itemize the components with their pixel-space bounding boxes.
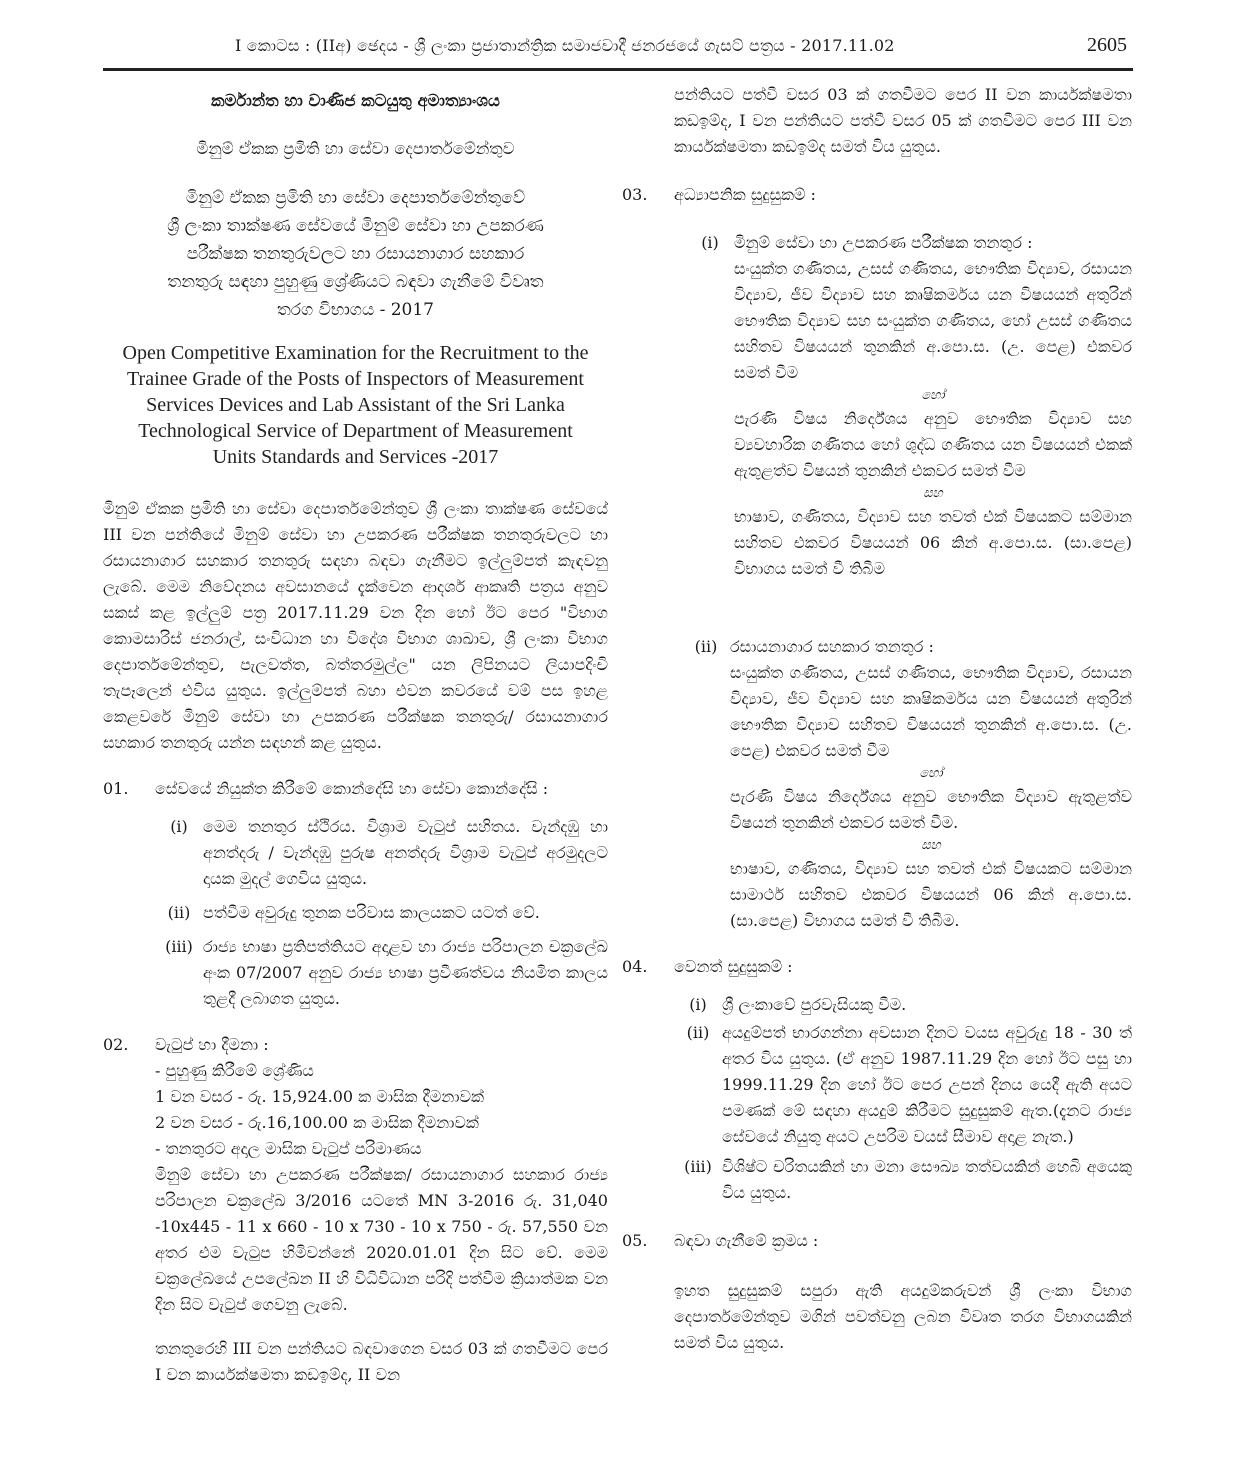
section-number: 04. [622, 957, 648, 976]
item-numeral: (iii) [165, 937, 193, 956]
header-rule [103, 68, 1133, 71]
section-01-items [155, 814, 608, 1012]
item-numeral: (ii) [694, 637, 718, 656]
item-text: රාජ්‍ය භාෂා ප්‍රතිපත්තියට අදාළව හා රාජ්‍ය පරිපාලන චක්‍රලේඛ අංක 07/2007 අනුව රාජ්‍ය භාෂා ප්‍රවීණත්වය නියමිත කාලය තුළදී ලබාගත යුතුය. [203, 937, 608, 1008]
continuation-paragraph: පන්තියට පත්වී වසර 03 ක් ගතවීමට පෙර II වන කාර්යක්ෂමතා කඩඉම්ද, I වන පන්තියට පත්වී වසර 05 ක් ගතවීමට පෙර III වන කාර්යක්ෂමතා කඩඉම්ද සමත් විය යුතුය. [674, 85, 1132, 156]
ministry-title: කර්මාන්ත හා වාණිජ කටයුතු අමාත්‍යාංශය [211, 91, 500, 110]
item-numeral: (iii) [684, 1157, 712, 1176]
item-text: ශ්‍රී ලංකාවේ පුරවැසියකු වීම. [722, 995, 907, 1014]
qualification-text: පැරණි විෂය නිර්දේශය අනුව භෞතික විද්‍යාව ඇතුළත්ව විෂයන් තුනකින් එකවර සමත් වීම. [730, 787, 1132, 832]
si-title-line: තරග විභාගය - 2017 [276, 300, 435, 320]
salary-line: 1 වන වසර - රු. 15,924.00 ක මාසික දීමනාවක් [155, 1087, 484, 1106]
qualification-text: භාෂාව, ගණිතය, විද්‍යාව සහ තවත් එක් විෂයකට සම්මාන සහිතව එකවර විෂයයන් 06 කින් අ.පො.ස. (සා.පෙළ) විභාගය සමත් වී තිබීම [734, 507, 1132, 578]
si-title-line: මිනුම් ඒකක ප්‍රමිති හා සේවා දෙපාර්තමේන්තුවේ [185, 188, 526, 208]
si-title-line: පරීක්ෂක තනතුරුවලට හා රසායනාගාර සහකාර [186, 244, 525, 264]
english-exam-title [103, 340, 608, 470]
qualification-text: භාෂාව, ගණිතය, විද්‍යාව සහ තවත් එක් විෂයකට සම්මාන සාමාර්ථ සහිතව එකවර විෂයයන් 06 කින් අ.පො.ස. (සා.පෙළ) විභාගය සමත් වී තිබීම. [730, 859, 1132, 930]
si-title-line: තනතුරු සඳහා පුහුණු ශ්‍රේණියට බඳවා ගැනීමේ විවෘත [167, 272, 544, 292]
item-text: මෙම තනතුර ස්ථිරය. විශ්‍රාම වැටුප් සහිතය. වැන්දඹු හා අනත්දරු / වැන්දඹු පුරුෂ අනත්දරු විශ්‍රාම වැටුප් අරමුදලට දායක මුදල් ගෙවිය යුතුය. [203, 817, 608, 888]
qualification-i-body [734, 230, 1132, 582]
salary-line: - තනතුරට අදාල මාසික වැටුප් පරිමාණය [155, 1139, 422, 1158]
sinhala-exam-title [103, 184, 608, 324]
intro-paragraph: මිනුම් ඒකක ප්‍රමිති හා සේවා දෙපාර්තමේන්තුව ශ්‍රී ලංකා තාක්ෂණ සේවයේ III වන පන්තියේ මිනුම් සේවා හා උපකරණ පරීක්ෂක තනතුරුවලට හා රසායනාගාර සහකාර තනතුරු සඳහා බඳවා ගැනීමට ඉල්ලුම්පත් කැඳවනු ලැබේ. මෙම නිවේදනය අවසානයේ දැක්වෙන ආදර්ශ ආකෘති පත්‍රය අනුව සකස් කළ ඉල්ලුම් පත්‍ර 2017.11.29 වන දින හෝ ඊට පෙර "විභාග කොමසාරිස් ජනරාල්, සංවිධාන හා විදේශ විභාග ශාඛාව, ශ්‍රී ලංකා විභාග දෙපාර්තමේන්තුව, පැලවත්ත, බත්තරමුල්ල" යන ලිපිනයට ලියාපදිංචි තැපෑලෙන් එවිය යුතුය. ඉල්ලුම්පත් බහා එවන කවරයේ වම් පස ඉහළ කෙළවරේ මිනුම් සේවා හා උපකරණ පරීක්ෂක තනතුරු/ රසායනාගාර සහකාර තනතුරු යන්න සඳහන් කළ යුතුය. [103, 499, 608, 752]
section-number: 02. [103, 1035, 129, 1054]
item-text: විශිෂ්ට චරිතයකින් හා මනා සෞඛ්‍ය තත්වයකින් හෙබි අයෙකු විය යුතුය. [722, 1157, 1132, 1202]
section-04 [622, 954, 1132, 980]
item-text: අයදුම්පත් භාරගන්නා අවසාන දිනට වයස අවුරුදු 18 - 30 ත් අතර විය යුතුය. (ඒ අනුව 1987.11.29 දින හෝ ඊට පසු හා 1999.11.29 දින හෝ ඊට පෙර උපන් දිනය යෙදී ඇති අයට පමණක් මේ සඳහා අයදුම් කිරීමට සුදුසුකම් ඇත.(දැනට රාජ්‍ය සේවයේ නියුතු අයට උපරිම වයස් සීමාව අදාළ නැත.) [722, 1023, 1132, 1146]
left-column [103, 82, 608, 1388]
en-title-line: Technological Service of Department of Measurement [138, 420, 573, 442]
salary-line: - පුහුණු කිරීමේ ශ්‍රේණිය [155, 1061, 314, 1080]
recruitment-method-text: ඉහත සුදුසුකම් සපුරා ඇති අයදුම්කරුවන් ශ්‍රී ලංකා විභාග දෙපාර්තමේන්තුව මගින් පවත්වනු ලබන විවෘත තරග විභාගයකින් සමත් විය යුතුය. [674, 1281, 1132, 1352]
efficiency-bar-text: තනතුරෙහි III වන පන්තියට බඳවාගෙන වසර 03 ක් ගතවීමට පෙර I වන කාර්යක්ෂමතා කඩඉම්ද, II වන [155, 1339, 608, 1384]
qualification-text: සංයුක්ත ගණිතය, උසස් ගණිතය, භෞතික විද්‍යාව, රසායන විද්‍යාව, ජීව විද්‍යාව සහ කෘෂිකර්මය යන විෂයයන් අතුරින් භෞතික විද්‍යාව සහිතව විෂයයන් තුනකින් අ.පො.ස. (උ. පෙළ) එකවර සමත් වීම [730, 663, 1132, 760]
or-separator: හෝ [921, 388, 945, 403]
section-number: 05. [622, 1231, 648, 1250]
en-title-line: Units Standards and Services -2017 [212, 446, 499, 468]
section-03 [622, 182, 1132, 208]
qualification-title: මිනුම් සේවා හා උපකරණ පරීක්ෂක තනතුර : [734, 233, 1033, 252]
section-05 [622, 1228, 1132, 1254]
department-title: මිනුම් ඒකක ප්‍රමිති හා සේවා දෙපාර්තමේන්තුව [196, 139, 515, 158]
qualification-title: රසායනාගාර සහකාර තනතුර : [730, 637, 934, 656]
and-separator: සහ [923, 486, 943, 501]
section-number: 03. [622, 185, 648, 204]
section-heading: බඳවා ගැනීමේ ක්‍රමය : [674, 1231, 819, 1250]
en-title-line: Trainee Grade of the Posts of Inspectors of Measurement [127, 368, 584, 390]
section-heading: වෙනත් සුදුසුකම් : [674, 957, 793, 976]
qualification-ii [682, 634, 1132, 934]
and-separator: සහ [921, 838, 941, 853]
item-numeral: (ii) [167, 903, 191, 922]
section-04-items [674, 992, 1132, 1206]
list-item [674, 992, 1132, 1018]
section-02-body [155, 1032, 608, 1388]
item-numeral: (i) [701, 233, 719, 252]
section-heading: අධ්‍යාපනික සුදුසුකම් : [674, 185, 816, 204]
qualification-i [686, 230, 1132, 582]
si-title-line: ශ්‍රී ලංකා තාක්ෂණ සේවයේ මිනුම් සේවා හා උපකරණ [167, 216, 544, 236]
qualification-text: පැරණි විෂය නිර්දේශය අනුව භෞතික විද්‍යාව සහ ව්‍යවහාරික ගණිතය හෝ ශුද්ධ ගණිතය යන විෂයයන් එකක් ඇතුළත්ව විෂයන් තුනකින් එකවර සමත් වීම [734, 409, 1132, 480]
section-02 [103, 1032, 608, 1388]
list-item [155, 814, 608, 892]
section-number: 01. [103, 779, 129, 798]
item-numeral: (i) [170, 817, 188, 836]
right-column [622, 82, 1132, 1356]
salary-line: 2 වන වසර - රු.16,100.00 ක මාසික දීමනාවක් [155, 1113, 479, 1132]
list-item [674, 1154, 1132, 1206]
or-separator: හෝ [919, 766, 943, 781]
qualification-ii-body [730, 634, 1132, 934]
list-item [674, 1020, 1132, 1150]
item-text: පත්වීම අවුරුදු තුනක පරිවාස කාලයකට යටත් වේ. [203, 903, 540, 922]
page-number: 2605 [1087, 34, 1127, 56]
section-01 [103, 776, 608, 802]
list-item [155, 934, 608, 1012]
section-heading: සේවයේ නියුක්ත කිරීමේ කොන්දේසි හා සේවා කොන්දේසි : [155, 779, 549, 798]
item-numeral: (ii) [686, 1023, 710, 1042]
item-numeral: (i) [689, 995, 707, 1014]
page-header [103, 28, 1133, 68]
list-item [155, 900, 608, 926]
running-title: I කොටස : (IIඅ) ඡෙදය - ශ්‍රී ලංකා ප්‍රජාතාන්ත්‍රික සමාජවාදී ජනරජයේ ගැසට් පත්‍රය - 2017.11.02 [235, 36, 895, 55]
qualification-text: සංයුක්ත ගණිතය, උසස් ගණිතය, භෞතික විද්‍යාව, රසායන විද්‍යාව, ජීව විද්‍යාව සහ කෘෂිකර්මය යන විෂයයන් අතුරින් භෞතික විද්‍යාව සහ සංයුක්ත ගණිතය, හෝ උසස් ගණිතය සහිතව විෂයයන් තුනකින් අ.පො.ස. (උ. පෙළ) එකවර සමත් වීම [734, 259, 1132, 382]
en-title-line: Open Competitive Examination for the Recruitment to the [122, 342, 589, 364]
section-heading: වැටුප් හා දීමනා : [155, 1035, 269, 1054]
en-title-line: Services Devices and Lab Assistant of the Sri Lanka [146, 394, 565, 416]
salary-paragraph: මිනුම් සේවා හා උපකරණ පරීක්ෂක/ රසායනාගාර සහකාර රාජ්‍ය පරිපාලන චක්‍රලේඛ 3/2016 යටතේ MN 3-2016 රු. 31,040 -10x445 - 11 x 660 - 10 x 730 - 10 x 750 - රු. 57,550 වන අතර එම වැටුප හිමිවන්නේ 2020.01.01 දින සිට වේ. මෙම චක්‍රලේඛයේ උපලේඛන II හි විධිවිධාන පරිදි පත්වීම ක්‍රියාත්මක වන දින සිට වැටුප් ගෙවනු ලැබේ. [155, 1165, 608, 1314]
